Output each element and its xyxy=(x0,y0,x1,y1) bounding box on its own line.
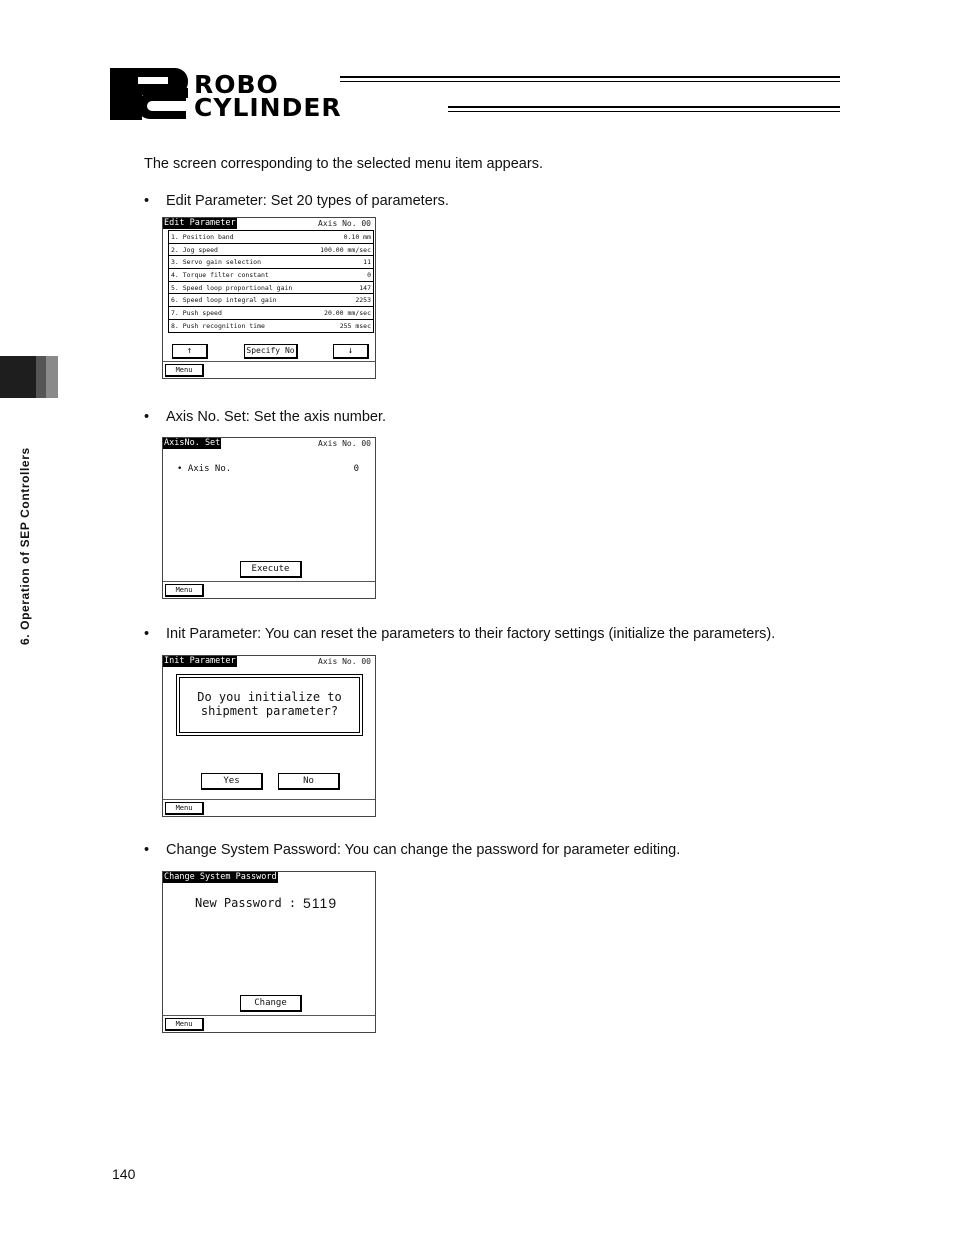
menu-button[interactable]: Menu xyxy=(165,802,204,815)
table-row[interactable] xyxy=(169,269,374,282)
param-value: 147 xyxy=(311,281,374,294)
param-value: 0 xyxy=(311,269,374,282)
init-parameter-screen xyxy=(162,655,376,817)
param-label: 6. Speed loop integral gain xyxy=(169,294,311,307)
bullet-text: Edit Parameter: Set 20 types of parameters. xyxy=(166,193,449,209)
menu-button[interactable]: Menu xyxy=(165,1018,204,1031)
param-label: 8. Push recognition time xyxy=(169,319,311,332)
logo-robo: ROBO xyxy=(194,70,279,99)
menu-bar xyxy=(163,581,375,598)
bullet-text: Axis No. Set: Set the axis number. xyxy=(166,409,387,425)
bullet-text: Change System Password: You can change the password for parameter editing. xyxy=(166,842,681,858)
header-rule-top-1 xyxy=(340,76,840,78)
dialog-message-line-1: Do you initialize to xyxy=(197,690,342,704)
axis-set-screen xyxy=(162,437,376,599)
bullet-axis-set: • Axis No. Set: Set the axis number. xyxy=(144,409,387,425)
header-rule-top-2 xyxy=(340,81,840,82)
bullet-edit-parameter: • Edit Parameter: Set 20 types of parameters. xyxy=(144,193,449,209)
param-value: 100.00 mm/sec xyxy=(311,243,374,256)
chapter-tab xyxy=(0,356,58,398)
menu-bar xyxy=(163,1015,375,1032)
page-number: 140 xyxy=(112,1166,136,1182)
param-label: 3. Servo gain selection xyxy=(169,256,311,269)
axis-field-value[interactable]: 0 xyxy=(353,464,359,474)
param-value: 255 msec xyxy=(311,319,374,332)
change-password-screen xyxy=(162,871,376,1033)
screen-title: Change System Password xyxy=(164,872,277,882)
axis-number: Axis No. 00 xyxy=(318,657,371,666)
axis-number: Axis No. 00 xyxy=(318,439,371,448)
axis-field-label: • Axis No. xyxy=(177,464,232,474)
menu-bar xyxy=(163,799,375,816)
param-value: 20.00 mm/sec xyxy=(311,307,374,320)
specify-no-button[interactable]: Specify No xyxy=(244,344,298,359)
header-rule-bottom-1 xyxy=(448,106,840,108)
bullet-init-parameter: • Init Parameter: You can reset the parameters to their factory settings (initialize the parameters). xyxy=(144,626,776,642)
logo-cylinder: CYLINDER xyxy=(194,93,342,120)
table-row[interactable] xyxy=(169,231,374,244)
yes-button[interactable]: Yes xyxy=(201,773,263,790)
param-label: 7. Push speed xyxy=(169,307,311,320)
table-row[interactable] xyxy=(169,256,374,269)
param-label: 2. Jog speed xyxy=(169,243,311,256)
menu-button[interactable]: Menu xyxy=(165,364,204,377)
parameter-table xyxy=(168,230,374,333)
param-value: 2253 xyxy=(311,294,374,307)
screen-title: AxisNo. Set xyxy=(164,438,221,448)
param-value: 0.10 mm xyxy=(311,231,374,244)
chapter-label: 6. Operation of SEP Controllers xyxy=(18,447,32,645)
password-label: New Password : xyxy=(195,896,297,910)
intro-text: The screen corresponding to the selected menu item appears. xyxy=(144,156,543,172)
param-label: 4. Torque filter constant xyxy=(169,269,311,282)
table-row[interactable] xyxy=(169,307,374,320)
menu-button[interactable]: Menu xyxy=(165,584,204,597)
screen-title: Init Parameter xyxy=(164,656,236,666)
param-value: 11 xyxy=(311,256,374,269)
edit-parameter-screen xyxy=(162,217,376,379)
param-label: 1. Position band xyxy=(169,231,311,244)
password-value[interactable]: 5119 xyxy=(303,895,338,911)
menu-bar xyxy=(163,361,375,378)
bullet-text: Init Parameter: You can reset the parameters to their factory settings (initialize the parameters). xyxy=(166,626,776,642)
bullet-change-password: • Change System Password: You can change the password for parameter editing. xyxy=(144,842,681,858)
table-row[interactable] xyxy=(169,294,374,307)
dialog-message-line-2: shipment parameter? xyxy=(200,704,339,718)
no-button[interactable]: No xyxy=(278,773,340,790)
confirm-dialog xyxy=(176,674,363,736)
execute-button[interactable]: Execute xyxy=(240,561,302,578)
table-row[interactable] xyxy=(169,281,374,294)
table-row[interactable] xyxy=(169,319,374,332)
param-label: 5. Speed loop proportional gain xyxy=(169,281,311,294)
header-rule-bottom-2 xyxy=(448,111,840,112)
axis-number: Axis No. 00 xyxy=(318,219,371,228)
screen-title: Edit Parameter xyxy=(164,218,236,228)
change-button[interactable]: Change xyxy=(240,995,302,1012)
scroll-down-button[interactable]: ↓ xyxy=(333,344,369,359)
table-row[interactable] xyxy=(169,243,374,256)
scroll-up-button[interactable]: ↑ xyxy=(172,344,208,359)
